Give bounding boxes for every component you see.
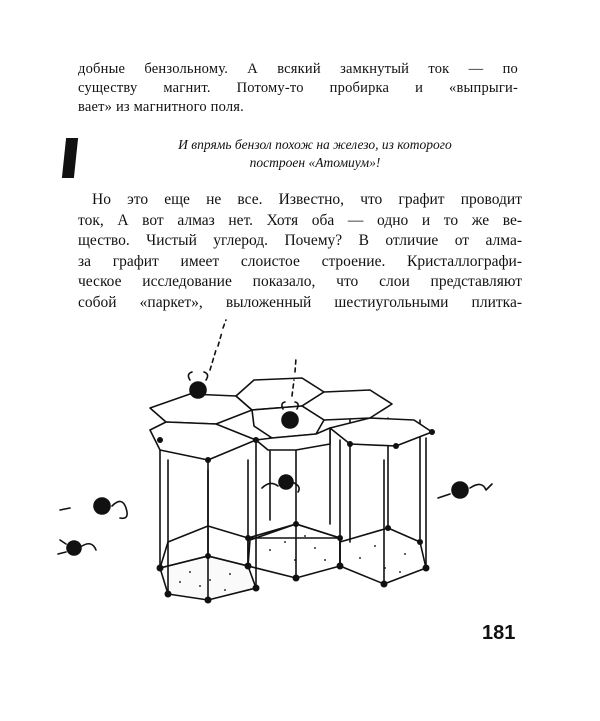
note-line: И впрямь бензол похож на железо, из которого <box>178 137 452 152</box>
text-line: существу магнит. Потому-то пробирка и «выпрыги- <box>78 80 518 96</box>
text-line: собой «паркет», выложенный шестиугольными плитка- <box>78 293 522 311</box>
text-line: за графит имеет слоистое строение. Кристаллографи- <box>78 252 522 270</box>
top-paragraph <box>78 60 518 117</box>
text-line: добные бензольному. А всякий замкнутый ток — по <box>78 61 518 77</box>
bottom-layer <box>160 524 426 600</box>
graphite-layers-drawing-icon <box>40 310 510 610</box>
text-line: ток, А вот алмаз нет. Хотя оба — одно и то же ве- <box>78 211 522 229</box>
main-paragraph <box>78 190 522 313</box>
section-marker-icon <box>62 138 78 178</box>
text-line: ческое исследование показало, что слои представляют <box>78 273 522 290</box>
text-line: щество. Чистый углерод. Почему? В отличие от алма- <box>78 232 522 249</box>
text-line: вает» из магнитного поля. <box>78 99 244 115</box>
page-number: 181 <box>482 622 516 644</box>
text-line: Но это еще не все. Известно, что графит проводит <box>92 191 522 208</box>
section-note <box>110 136 520 172</box>
note-line: построен «Атомиум»! <box>249 155 381 170</box>
